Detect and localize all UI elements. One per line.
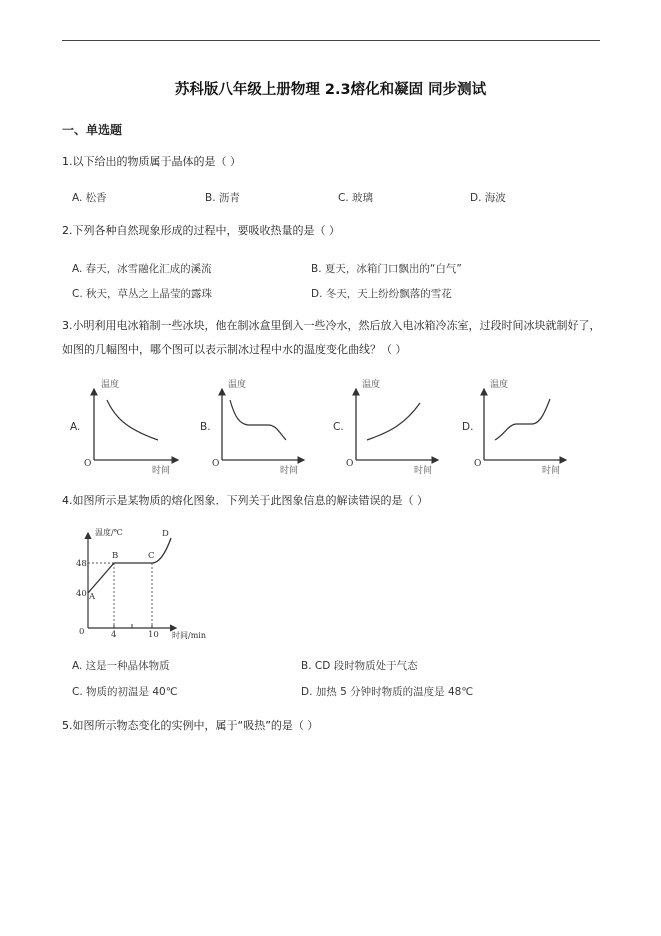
- q4-tick-40: 40: [76, 589, 87, 599]
- q4-x-label: 时间/min: [172, 631, 206, 640]
- q3-graph-a: [84, 378, 178, 476]
- q3-b-x-label: 时间: [280, 466, 299, 476]
- q3-option-b[interactable]: B.: [200, 421, 211, 433]
- section-heading: 一、单选题: [62, 123, 123, 137]
- q3-option-a[interactable]: A.: [70, 421, 81, 433]
- q4-tick-4: 4: [111, 630, 117, 640]
- question-2-stem: 2.下列各种自然现象形成的过程中，要吸收热量的是（ ）: [62, 224, 340, 237]
- q3-d-x-label: 时间: [542, 466, 561, 476]
- q2-option-c[interactable]: C. 秋天，草丛之上晶莹的露珠: [72, 288, 213, 300]
- q3-graph-b: [212, 378, 304, 476]
- q4-curve: [88, 538, 171, 593]
- q2-option-a[interactable]: A. 春天，冰雪融化汇成的溪流: [72, 263, 212, 275]
- q3-curve-b: [230, 400, 286, 440]
- page-title: 苏科版八年级上册物理 2.3熔化和凝固 同步测试: [174, 82, 487, 98]
- q3-a-y-label: 温度: [101, 380, 120, 390]
- q2-option-d[interactable]: D. 冬天，天上纷纷飘落的雪花: [311, 288, 452, 300]
- q3-option-c[interactable]: C.: [333, 421, 344, 433]
- q4-melting-graph: [76, 527, 206, 640]
- q3-c-y-label: 温度: [362, 380, 381, 390]
- q4-option-b[interactable]: B. CD 段时物质处于气态: [301, 660, 418, 672]
- q4-option-c[interactable]: C. 物质的初温是 40℃: [72, 686, 178, 698]
- q3-c-x-label: 时间: [414, 466, 433, 476]
- q1-option-d[interactable]: D. 海波: [470, 192, 506, 204]
- q4-point-a: A: [89, 592, 96, 602]
- q4-tick-10: 10: [148, 630, 159, 640]
- q3-a-origin: O: [84, 459, 92, 469]
- q4-point-d: D: [162, 529, 169, 539]
- q3-d-y-label: 温度: [490, 380, 509, 390]
- q3-a-x-label: 时间: [152, 466, 171, 476]
- q3-curve-c: [367, 403, 420, 440]
- q1-option-c[interactable]: C. 玻璃: [338, 192, 374, 204]
- question-1-stem: 1.以下给出的物质属于晶体的是（ ）: [62, 155, 241, 168]
- q3-d-origin: O: [474, 459, 482, 469]
- q2-option-b[interactable]: B. 夏天，冰箱门口飘出的“白气”: [311, 263, 462, 275]
- q1-option-a[interactable]: A. 松香: [72, 192, 107, 204]
- question-5-stem: 5.如图所示物态变化的实例中，属于“吸热”的是（ ）: [62, 719, 319, 732]
- question-4-stem: 4.如图所示是某物质的熔化图象．下列关于此图象信息的解读错误的是（ ）: [62, 494, 428, 507]
- q3-graph-d: [474, 378, 566, 476]
- q4-origin: 0: [79, 627, 85, 637]
- q4-tick-48: 48: [76, 559, 87, 569]
- q3-b-y-label: 温度: [228, 380, 247, 390]
- q3-c-origin: O: [346, 459, 354, 469]
- q4-point-b: B: [112, 551, 119, 561]
- q3-curve-a: [107, 400, 158, 440]
- q4-point-c: C: [148, 551, 155, 561]
- q4-option-a[interactable]: A. 这是一种晶体物质: [72, 660, 170, 672]
- q3-b-origin: O: [212, 459, 220, 469]
- q1-option-b[interactable]: B. 沥青: [205, 192, 240, 204]
- q3-option-d[interactable]: D.: [462, 421, 474, 433]
- q3-curve-d: [495, 399, 550, 440]
- q3-graph-c: [346, 378, 438, 476]
- question-3-stem: 3.小明利用电冰箱制一些冰块，他在制冰盒里倒入一些冷水，然后放入电冰箱冷冻室，过段时间冰块就制好了，如图的几幅图中，哪个图可以表示制冰过程中水的温度变化曲线？（ ）: [62, 319, 601, 356]
- q4-option-d[interactable]: D. 加热 5 分钟时物质的温度是 48℃: [301, 686, 474, 698]
- q4-y-label: 温度/℃: [95, 528, 123, 537]
